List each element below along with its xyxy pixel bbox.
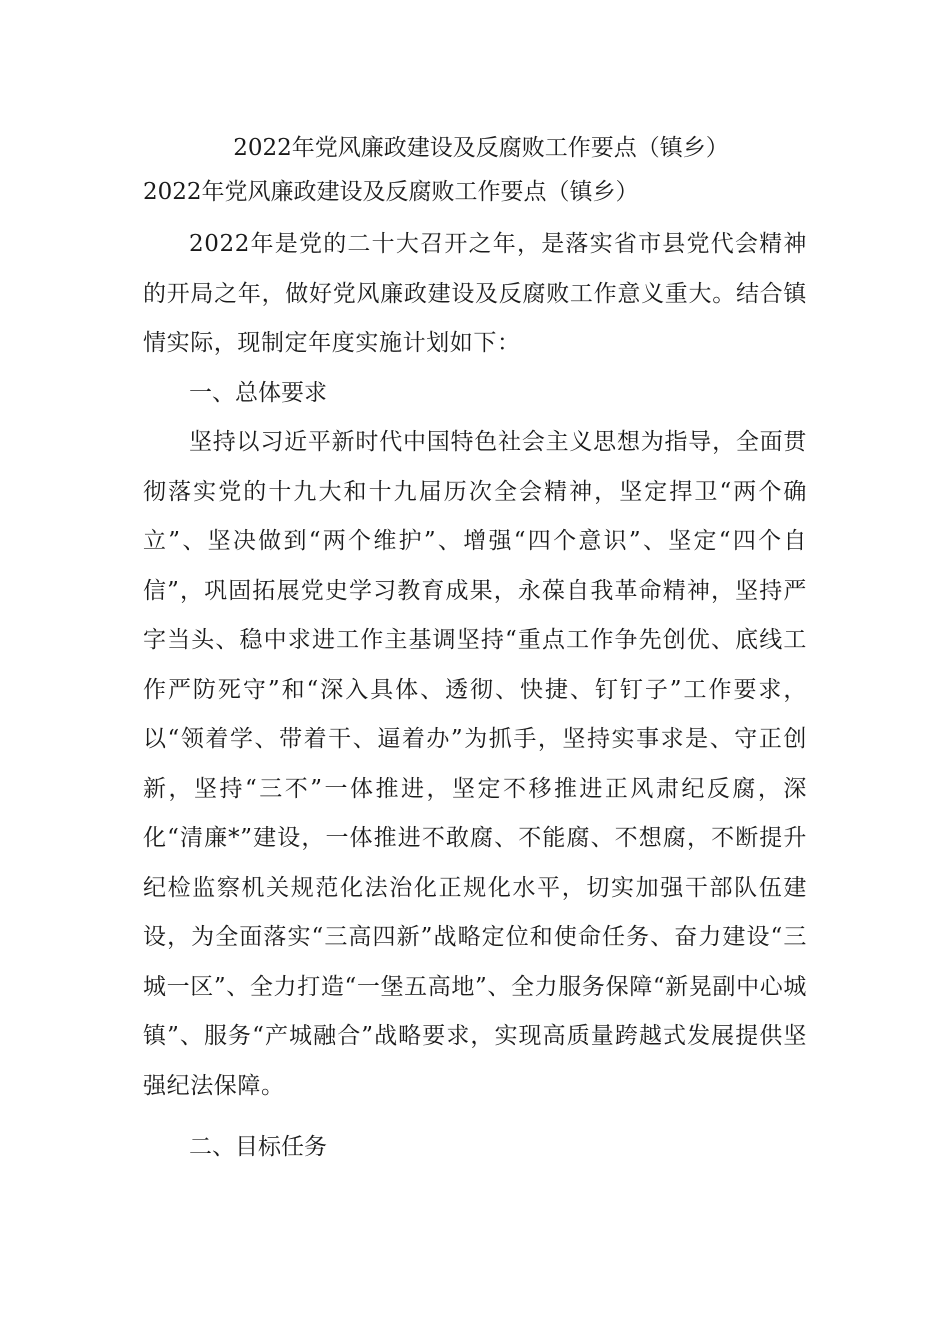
document-body xyxy=(143,126,807,1173)
intro-paragraph: 2022年是党的二十大召开之年，是落实省市县党代会精神的开局之年，做好党风廉政建设及反腐败工作意义重大。结合镇情实际，现制定年度实施计划如下： xyxy=(143,231,807,356)
document-subtitle: 2022年党风廉政建设及反腐败工作要点（镇乡） xyxy=(143,179,639,205)
general-requirements-paragraph: 坚持以习近平新时代中国特色社会主义思想为指导，全面贯彻落实党的十九大和十九届历次全会精神，坚定捍卫“两个确立”、坚决做到“两个维护”、增强“四个意识”、坚定“四个自信”，巩固拓展党史学习教育成果，永葆自我革命精神，坚持严字当头、稳中求进工作主基调坚持“重点工作争先创优、底线工作严防死守”和“深入具体、透彻、快捷、钉钉子”工作要求，以“领着学、带着干、逼着办”为抓手，坚持实事求是、守正创新，坚持“三不”一体推进，坚定不移推进正风肃纪反腐，深化“清廉*”建设，一体推进不敢腐、不能腐、不想腐，不断提升纪检监察机关规范化法治化正规化水平，切实加强干部队伍建设，为全面落实“三高四新”战略定位和使命任务、奋力建设“三城一区”、全力打造“一堡五高地”、全力服务保障“新晃副中心城镇”、服务“产城融合”战略要求，实现高质量跨越式发展提供坚强纪法保障。 xyxy=(143,429,807,1099)
section-heading-target-tasks: 二、目标任务 xyxy=(189,1134,327,1160)
document-title: 2022年党风廉政建设及反腐败工作要点（镇乡） xyxy=(233,135,729,161)
section-heading-general-requirements: 一、总体要求 xyxy=(189,379,327,406)
